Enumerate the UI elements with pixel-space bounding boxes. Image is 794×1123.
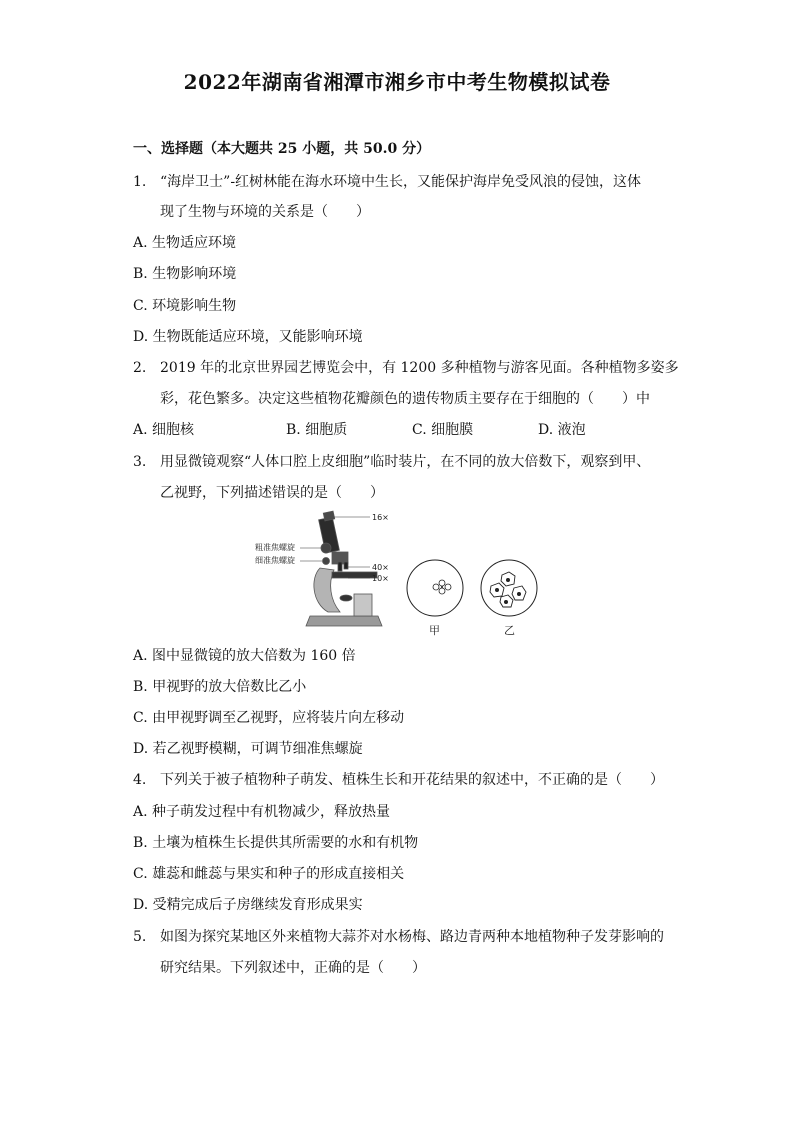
microscope-icon — [306, 511, 382, 626]
option-b: B. 甲视野的放大倍数比乙小 — [133, 679, 307, 695]
question-number: 3. — [133, 454, 147, 470]
eyepiece-label: 16× — [372, 513, 389, 522]
question-text: 用显微镜观察“人体口腔上皮细胞”临时装片，在不同的放大倍数下，观察到甲、 — [160, 454, 651, 470]
option-b: B. 细胞质 — [286, 422, 348, 438]
option-c: C. 细胞膜 — [412, 422, 474, 438]
option-a: A. 生物适应环境 — [133, 235, 237, 251]
option-a: A. 细胞核 — [133, 422, 195, 438]
option-d: D. 若乙视野模糊，可调节细准焦螺旋 — [133, 741, 363, 757]
objective-40-label: 40× — [372, 563, 389, 572]
option-d: D. 液泡 — [538, 422, 586, 438]
coarse-focus-label: 粗准焦螺旋 — [255, 543, 295, 552]
question-number: 5. — [133, 929, 147, 945]
option-d: D. 生物既能适应环境，又能影响环境 — [133, 329, 363, 345]
microscope-diagram — [250, 508, 550, 643]
option-b: B. 生物影响环境 — [133, 266, 237, 282]
question-text: 现了生物与环境的关系是（ ） — [160, 204, 370, 220]
option-a: A. 图中显微镜的放大倍数为 160 倍 — [133, 648, 356, 664]
objective-10-label: 10× — [372, 574, 389, 583]
view-jia — [407, 560, 463, 616]
microscope-figure — [250, 508, 550, 643]
view-yi — [481, 560, 537, 616]
question-text: “海岸卫士”-红树林能在海水环境中生长，又能保护海岸免受风浪的侵蚀，这体 — [160, 174, 642, 190]
question-number: 1. — [133, 174, 147, 190]
option-c: C. 由甲视野调至乙视野，应将装片向左移动 — [133, 710, 405, 726]
option-b: B. 土壤为植株生长提供其所需要的水和有机物 — [133, 835, 419, 851]
question-number: 2. — [133, 360, 147, 376]
page-title: 2022年湖南省湘潭市湘乡市中考生物模拟试卷 — [183, 70, 611, 94]
question-text: 2019 年的北京世界园艺博览会中，有 1200 多种植物与游客见面。各种植物多姿多 — [160, 360, 679, 376]
option-c: C. 雄蕊和雌蕊与果实和种子的形成直接相关 — [133, 866, 405, 882]
view-yi-label: 乙 — [504, 624, 515, 637]
question-text: 研究结果。下列叙述中，正确的是（ ） — [160, 960, 426, 976]
section-heading: 一、选择题（本大题共 25 小题，共 50.0 分） — [133, 141, 431, 157]
fine-focus-label: 细准焦螺旋 — [255, 556, 295, 565]
view-jia-label: 甲 — [429, 624, 440, 637]
option-c: C. 环境影响生物 — [133, 298, 237, 314]
option-d: D. 受精完成后子房继续发育形成果实 — [133, 897, 363, 913]
question-text: 下列关于被子植物种子萌发、植株生长和开花结果的叙述中，不正确的是（ ） — [160, 772, 664, 788]
question-text: 彩，花色繁多。决定这些植物花瓣颜色的遗传物质主要存在于细胞的（ ）中 — [160, 391, 650, 407]
question-number: 4. — [133, 772, 147, 788]
option-a: A. 种子萌发过程中有机物减少，释放热量 — [133, 804, 391, 820]
question-text: 乙视野，下列描述错误的是（ ） — [160, 485, 384, 501]
question-text: 如图为探究某地区外来植物大蒜芥对水杨梅、路边青两种本地植物种子发芽影响的 — [160, 929, 664, 945]
